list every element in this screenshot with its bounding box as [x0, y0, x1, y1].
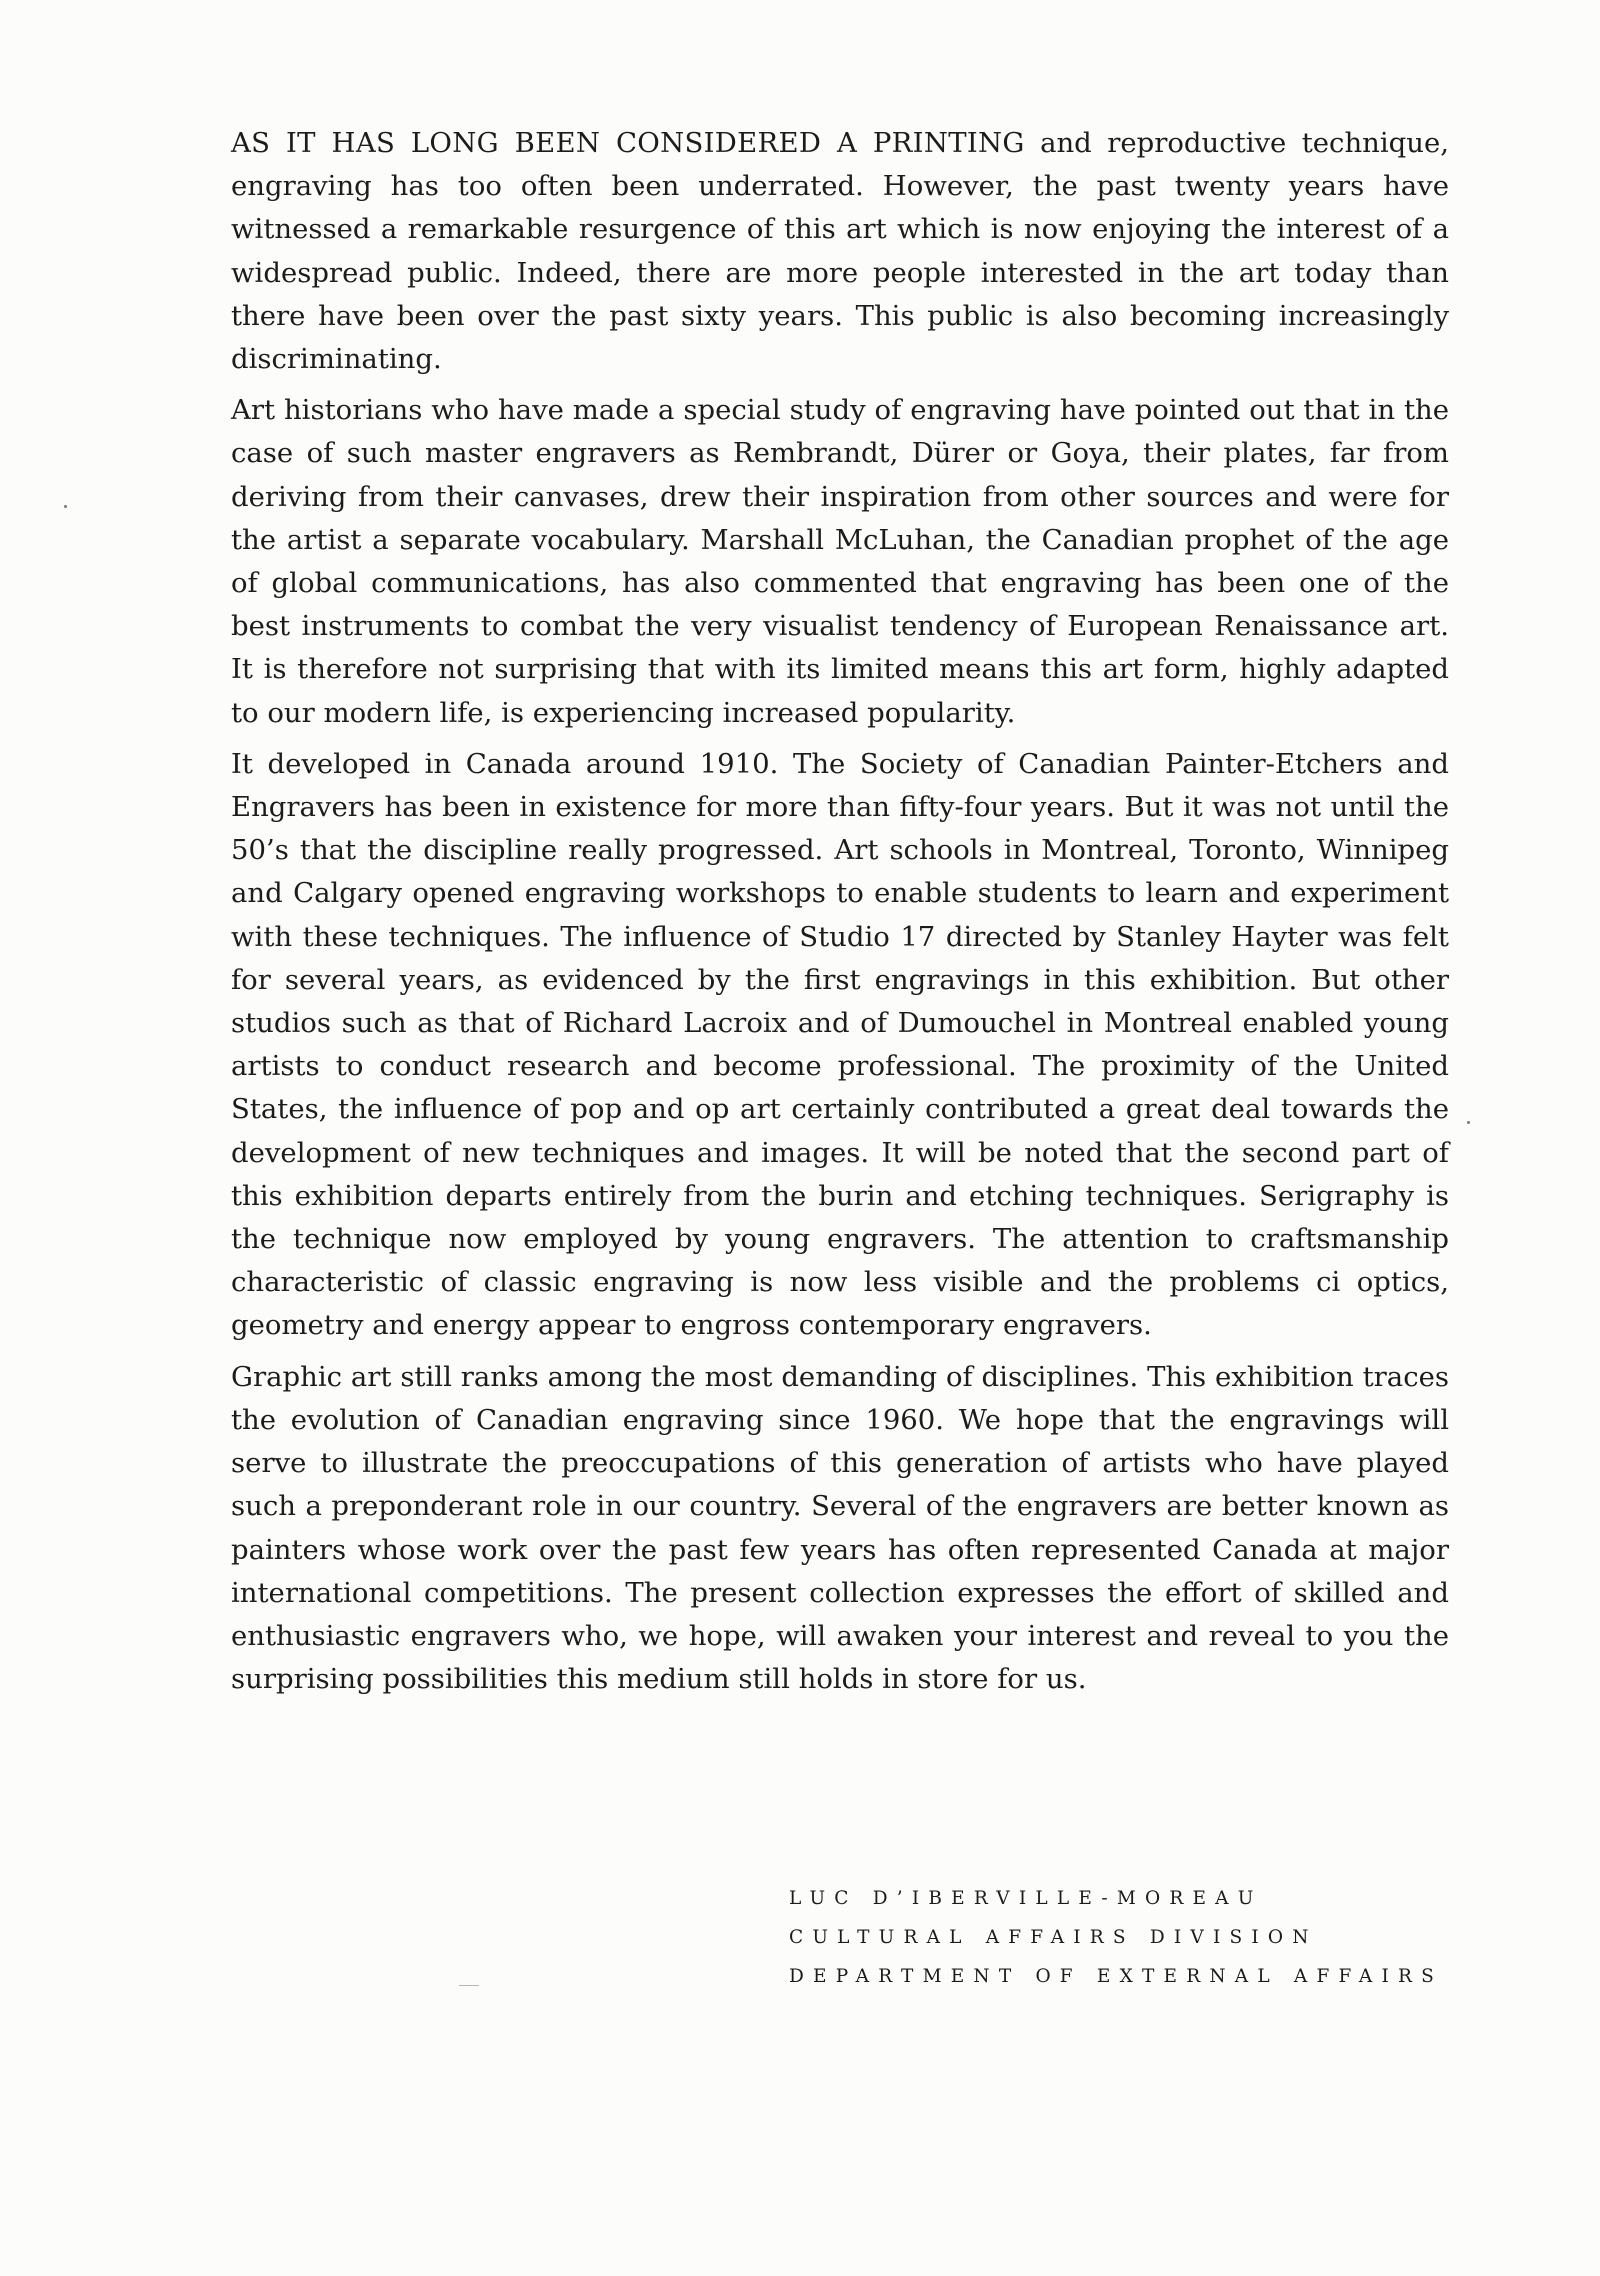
lead-in-caps: AS IT HAS LONG BEEN CONSIDERED A PRINTING — [231, 127, 1025, 159]
paragraph-1-text: and reproductive technique, engraving has too often been underrated. However, the past twenty years have witnessed a remarkable resurgence of this art which is now enjoying the interest of a widespread public. Indeed, there are more people interested in the art today than there have been over the past sixty years. This public is also becoming increasingly discriminating. — [231, 127, 1449, 376]
paper-speck — [64, 505, 67, 508]
signature-department: DEPARTMENT OF EXTERNAL AFFAIRS — [789, 1966, 1443, 1987]
paper-speck — [1467, 1121, 1470, 1124]
paragraph-2: Art historians who have made a special study of engraving have pointed out that in the case of such master engravers as Rembrandt, Dürer or Goya, their plates, far from deriving from their canvases, drew their inspiration from other sources and were for the artist a separate vocabulary. Marshall McLuhan, the Canadian prophet of the age of global communications, has also commented that engraving has been one of the best instruments to combat the very visualist tendency of European Renaissance art. It is therefore not surprising that with its limited means this art form, highly adapted to our modern life, is experiencing increased popularity. — [231, 394, 1449, 729]
paper-speck — [459, 1985, 479, 1986]
body-text — [231, 122, 1449, 1709]
paragraph-4: Graphic art still ranks among the most demanding of disciplines. This exhibition traces the evolution of Canadian engraving since 1960. We hope that the engravings will serve to illustrate the preoccupations of this generation of artists who have played such a preponderant role in our country. Several of the engravers are better known as painters whose work over the past few years has often represented Canada at major international competitions. The present collection expresses the effort of skilled and enthusiastic engravers who, we hope, will awaken your interest and reveal to you the surprising possibilities this medium still holds in store for us. — [231, 1360, 1449, 1696]
signature-name: LUC D’IBERVILLE-MOREAU — [789, 1888, 1263, 1909]
signature-division: CULTURAL AFFAIRS DIVISION — [789, 1927, 1318, 1948]
signature-block — [789, 1879, 1443, 1996]
paragraph-1 — [231, 122, 1449, 381]
paragraph-3: It developed in Canada around 1910. The Society of Canadian Painter-Etchers and Engravers has been in existence for more than fifty-four years. But it was not until the 50’s that the discipline really progressed. Art schools in Montreal, Toronto, Winnipeg and Calgary opened engraving workshops to enable students to learn and experiment with these techniques. The influence of Studio 17 directed by Stanley Hayter was felt for several years, as evidenced by the first engravings in this exhibition. But other studios such as that of Richard Lacroix and of Dumouchel in Montreal enabled young artists to conduct research and become professional. The proximity of the United States, the influence of pop and op art certainly contributed a great deal towards the development of new techniques and images. It will be noted that the second part of this exhibition departs entirely from the burin and etching techniques. Serigraphy is the technique now employed by young engravers. The attention to craftsmanship characteristic of classic engraving is now less visible and the problems ci optics, geometry and energy appear to engross contemporary engravers. — [231, 747, 1449, 1342]
